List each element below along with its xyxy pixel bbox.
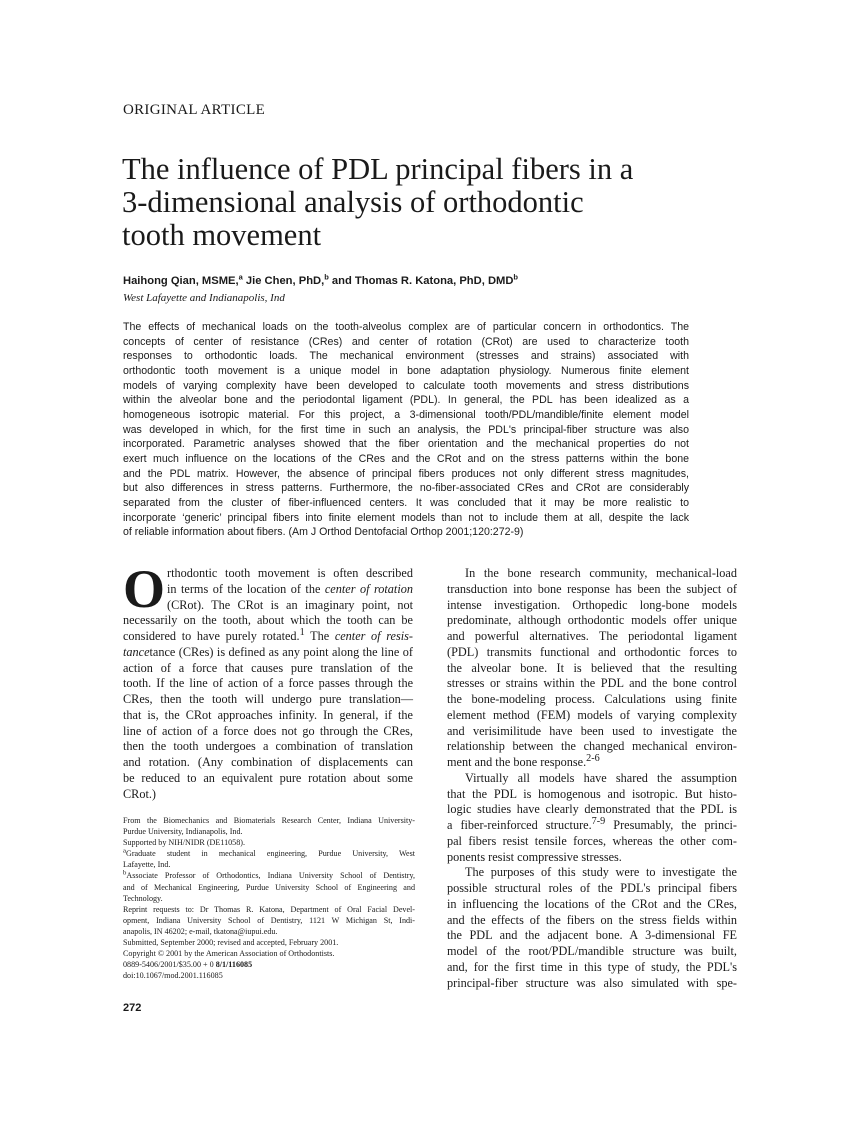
body-line <box>447 815 737 834</box>
body-line: stresses or strains within the PDL and the bone control <box>447 676 737 691</box>
footnote-line: Supported by NIH/NIDR (DE11058). <box>123 838 245 848</box>
footnote-line: From the Biomechanics and Biomaterials Research Center, Indiana University- <box>123 816 415 825</box>
term-italic: center of rotation <box>324 581 413 596</box>
body-line: predominate, although orthodontic models offer unique <box>447 613 737 628</box>
affiliation-mark: b <box>324 272 329 282</box>
affiliation-mark: a <box>238 272 243 282</box>
affiliation-mark: a <box>123 847 126 855</box>
footnote-line <box>123 848 415 859</box>
body-line: and rotation. (Any combination of displacements can <box>123 755 413 769</box>
abstract-line: responses to orthodontic loads. The mechanical environment (stresses and strains) associated with <box>123 350 689 363</box>
abstract <box>123 320 689 540</box>
body-line: element method (FEM) models of varying complexity <box>447 707 737 722</box>
abstract-line: within the alveolar bone and the periodontal ligament (PDL). In general, the PDL has been idealized as a <box>123 394 689 407</box>
abstract-line: and the PDL matrix. However, the absence of principal fibers produces not only different stress magnitudes, <box>123 467 689 480</box>
body-text: a fiber-reinforced structure. <box>447 818 592 832</box>
footnote-line: and of Mechanical Engineering, Purdue University School of Engineering and <box>123 882 415 892</box>
title-line: 3-dimensional analysis of orthodontic <box>122 185 584 219</box>
abstract-line: of reliable information about fibers. (Am J Orthod Dentofacial Orthop 2001;120:272-9) <box>123 526 524 539</box>
body-line: in influencing the locations of the CRot and the CRes, <box>447 896 737 911</box>
body-line: the bone-modeling process. Calculations using finite <box>447 692 737 706</box>
body-line: model of the root/PDL/mandible structure was built, <box>447 944 737 958</box>
abstract-line: separated from the cluster of fiber-influenced centers. It was concluded that it may be more realistic to <box>123 496 689 509</box>
abstract-line: concepts of center of resistance (CRes) and center of rotation (CRot) are used to characterize tooth <box>123 335 689 348</box>
body-text: Presumably, the princi- <box>605 818 737 832</box>
term-italic: center of resis- <box>334 629 413 643</box>
footnote-line: Submitted, September 2000; revised and accepted, February 2001. <box>123 938 339 948</box>
body-line: the alveolar bone. It is believed that the resulting <box>447 660 737 675</box>
body-line: CRot.) <box>123 786 157 801</box>
body-text: considered to have purely rotated. <box>123 629 300 643</box>
abstract-line: incorporated. Parametric analyses showed that the fiber orientation and the mechanical properties do not <box>123 438 689 451</box>
footnote-line: anapolis, IN 46202; e-mail, tkatona@iupui.edu. <box>123 926 278 936</box>
footnote-text: Associate Professor of Orthodontics, Indiana University School of Dentistry, <box>126 871 415 881</box>
body-line: In the bone research community, mechanical-load <box>465 566 737 580</box>
body-line: then the tooth undergoes a combination of translation <box>123 739 413 754</box>
body-line <box>447 752 737 771</box>
body-line <box>123 626 413 645</box>
footnote-line: Lafayette, Ind. <box>123 860 171 870</box>
body-line: (PDL) transmits functional and orthodontic forces to <box>447 644 737 659</box>
body-line: Virtually all models have shared the assumption <box>465 770 737 785</box>
body-text: The <box>304 629 335 643</box>
reference-mark: 1 <box>299 626 305 638</box>
footnote-line: doi:10.1067/mod.2001.116085 <box>123 971 223 981</box>
author-name: Jie Chen, PhD, <box>242 275 325 287</box>
body-text: ment and the bone response. <box>447 755 587 769</box>
footnote-text: 0889-5406/2001/$35.00 + 0 <box>123 960 216 970</box>
term-italic: tance <box>123 644 150 659</box>
body-line: and verisimilitude have been used to investigate the <box>447 723 737 738</box>
body-line: and powerful alternatives. The periodontal ligament <box>447 629 737 643</box>
reference-mark: 7-9 <box>591 815 606 827</box>
body-line: necessarily on the tooth, about which the tooth can be <box>123 613 413 628</box>
body-line: logic studies have clearly demonstrated that the PDL is <box>447 802 737 817</box>
body-line: that is, the CRot approaches infinity. In general, if the <box>123 707 413 722</box>
body-line: action of a force that causes pure translation of the <box>123 660 413 675</box>
body-line: rthodontic tooth movement is often described <box>167 566 413 580</box>
abstract-line: was developed in which, for the first time in such an analysis, the PDL's principal-fiber structure was also <box>123 423 689 436</box>
body-line: be reduced to an equivalent pure rotation about some <box>123 770 413 785</box>
body-line: the PDL and the adjacent bone. A 3-dimensional FE <box>447 928 737 943</box>
abstract-line: incorporate ‘generic’ principal fibers into finite element models than not to include them at all, despite the lack <box>123 511 689 524</box>
abstract-line: homogeneous isotropic material. For this project, a 3-dimensional tooth/PDL/mandible/finite element model <box>123 408 689 421</box>
issn-code: 8/1/116085 <box>215 960 253 970</box>
abstract-line: exert much influence on the locations of the CRes and the CRot and on the stress patterns within the bone <box>123 452 689 465</box>
abstract-line: models of varying complexity have been developed to calculate tooth movements and stress distributions <box>123 379 689 392</box>
footnote-line <box>123 870 415 881</box>
body-line <box>123 582 413 598</box>
author-location: West Lafayette and Indianapolis, Ind <box>123 292 285 304</box>
abstract-line: orthodontic tooth movement is a unique model in bone adaptation physiology. Numerous finite element <box>123 364 689 377</box>
body-line: and the effects of the fibers on the stress fields within <box>447 912 737 927</box>
abstract-line: but also differences in stress patterns. Furthermore, the no-fiber-associated CRes and CRot are considerably <box>123 482 689 495</box>
body-text: in terms of the location of the <box>167 581 325 596</box>
body-line: relationship between the changed mechanical environ- <box>447 739 737 754</box>
affiliation-mark: b <box>123 869 127 877</box>
author-list <box>123 272 519 287</box>
body-line: transduction into bone response has been the subject of <box>447 581 737 596</box>
body-line: (CRot). The CRot is an imaginary point, not <box>167 597 413 612</box>
page-number: 272 <box>123 1002 142 1014</box>
footnote-line: Purdue University, Indianapolis, Ind. <box>123 827 243 837</box>
reference-mark: 2-6 <box>586 752 600 764</box>
footnote-line <box>123 959 415 970</box>
author-name: and Thomas R. Katona, PhD, DMD <box>328 275 514 287</box>
section-label: ORIGINAL ARTICLE <box>123 102 266 118</box>
body-line: CRes, then the tooth will undergo pure translation— <box>123 692 413 706</box>
affiliation-mark: b <box>513 272 519 282</box>
body-text: tance (CRes) is defined as any point along the line of <box>149 644 413 659</box>
body-column-right <box>447 566 737 991</box>
title-line: tooth movement <box>122 218 322 252</box>
body-line: ponents resist compressive stresses. <box>447 849 622 864</box>
footnote-text: Graduate student in mechanical engineering, Purdue University, West <box>126 849 415 859</box>
body-column-left <box>123 559 413 802</box>
body-line: The purposes of this study were to investigate the <box>465 865 737 880</box>
footnotes <box>123 815 415 981</box>
drop-cap: O <box>123 559 166 619</box>
body-line: intense investigation. Orthopedic long-bone models <box>447 597 737 612</box>
title-line: The influence of PDL principal fibers in a <box>122 152 634 186</box>
body-line: and, for the first time in this type of study, the PDL's <box>447 959 737 974</box>
footnote-line: Copyright © 2001 by the American Association of Orthodontists. <box>123 949 335 959</box>
body-line: that the PDL is homogenous and isotropic. But histo- <box>447 786 737 801</box>
footnote-line: Reprint requests to: Dr Thomas R. Katona, Department of Oral Facial Devel- <box>123 904 415 914</box>
abstract-line: The effects of mechanical loads on the tooth-alveolus complex are of particular concern in orthodontics. The <box>123 321 689 333</box>
body-line <box>123 645 413 661</box>
footnote-line: opment, Indiana University School of Dentistry, 1121 W Michigan St, Indi- <box>123 915 415 925</box>
author-name: Haihong Qian, MSME, <box>123 275 239 287</box>
footnote-line: Technology. <box>123 893 163 903</box>
body-line: line of action of a force does not go through the CRes, <box>123 723 413 738</box>
body-line: possible structural roles of the PDL's principal fibers <box>447 881 737 895</box>
body-line: pal fibers resist tensile forces, whereas the other com- <box>447 833 737 848</box>
article-title <box>122 153 722 252</box>
body-line: principal-fiber structure was also simulated with spe- <box>447 975 737 990</box>
body-line: tooth. If the line of action of a force passes through the <box>123 676 413 691</box>
